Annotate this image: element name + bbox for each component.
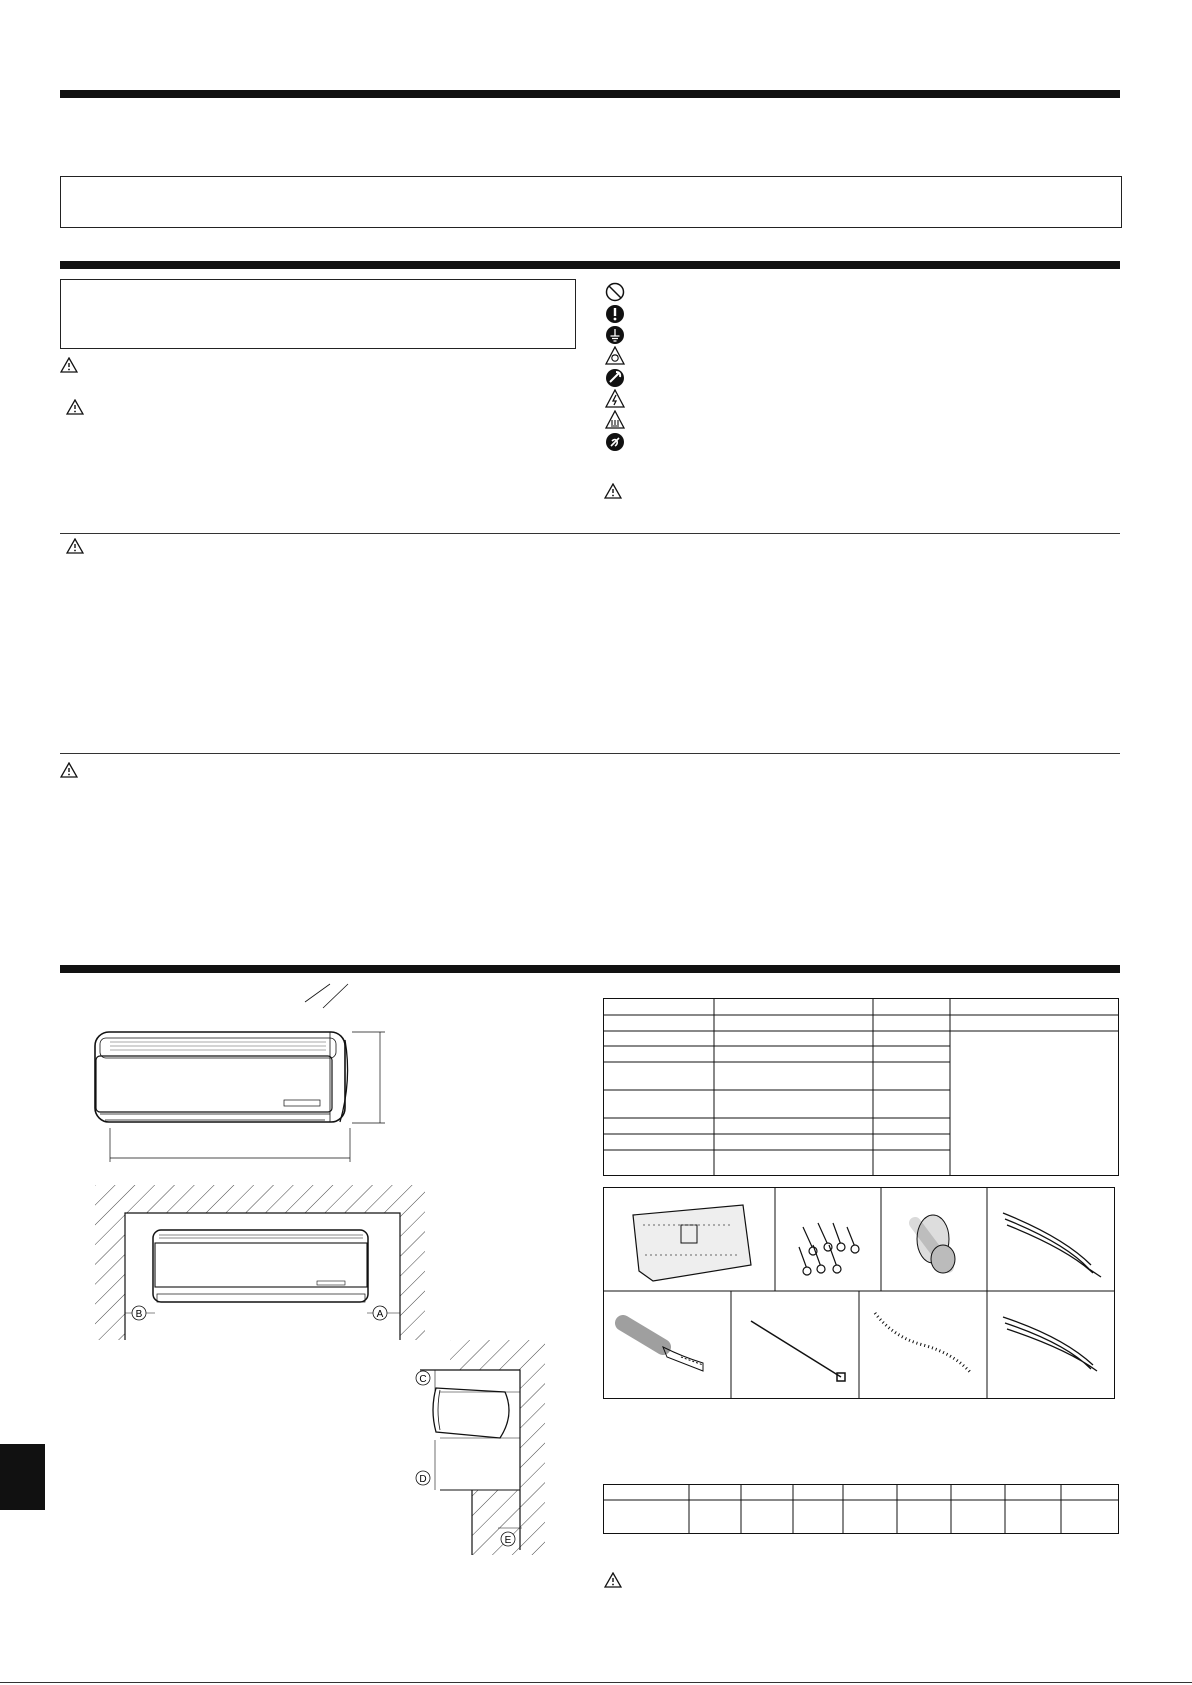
- connection-cable-icon: [1003, 1317, 1097, 1371]
- clearance-label-d: D: [419, 1474, 427, 1485]
- ball-chain-icon: [875, 1313, 971, 1373]
- warning-triangle-icon: [60, 357, 78, 373]
- warning-triangle-icon: [604, 1572, 622, 1588]
- front-clearance-drawing: [95, 1185, 425, 1340]
- notice-box: [60, 279, 576, 349]
- remote-cable-icon: [1003, 1213, 1101, 1277]
- top-rule: [60, 90, 1120, 98]
- caution-divider: [60, 753, 1120, 754]
- model-spec-table: [603, 1484, 1119, 1534]
- warning-divider: [60, 533, 1120, 534]
- do-not-disassemble-icon: [605, 368, 625, 388]
- no-wet-hands-icon: [605, 432, 625, 452]
- band-icon: [751, 1321, 845, 1381]
- hot-surface-icon: [605, 410, 625, 430]
- wall-mounting-plate-icon: [633, 1205, 751, 1281]
- accessories-images: [603, 1187, 1115, 1399]
- warning-triangle-icon: [66, 399, 84, 415]
- warning-triangle-icon: [60, 762, 78, 778]
- rotating-fan-icon: [605, 346, 625, 366]
- warning-triangle-icon: [66, 538, 84, 554]
- language-tab: [0, 1444, 45, 1510]
- prohibited-icon: [605, 282, 625, 302]
- side-clearance-drawing: [410, 1340, 550, 1555]
- clearance-label-a: A: [376, 1309, 384, 1320]
- clearance-label-e: E: [504, 1535, 512, 1546]
- drain-hose-icon: [623, 1323, 703, 1371]
- instruction-icon: [605, 304, 625, 324]
- accessories-table: [603, 998, 1119, 1176]
- clearance-label-b: B: [135, 1309, 143, 1320]
- electric-shock-icon: [605, 389, 625, 409]
- indoor-unit-dimension-drawing: [90, 980, 400, 1170]
- felt-tape-icon: [915, 1215, 955, 1273]
- ground-icon: [605, 325, 625, 345]
- warning-triangle-icon: [604, 483, 622, 499]
- tapping-screws-icon: [799, 1223, 859, 1275]
- bottom-rule: [0, 1682, 1192, 1683]
- intro-box: [60, 176, 1122, 228]
- installation-section-rule: [60, 965, 1120, 973]
- safety-section-rule: [60, 261, 1120, 269]
- clearance-label-c: C: [419, 1374, 427, 1385]
